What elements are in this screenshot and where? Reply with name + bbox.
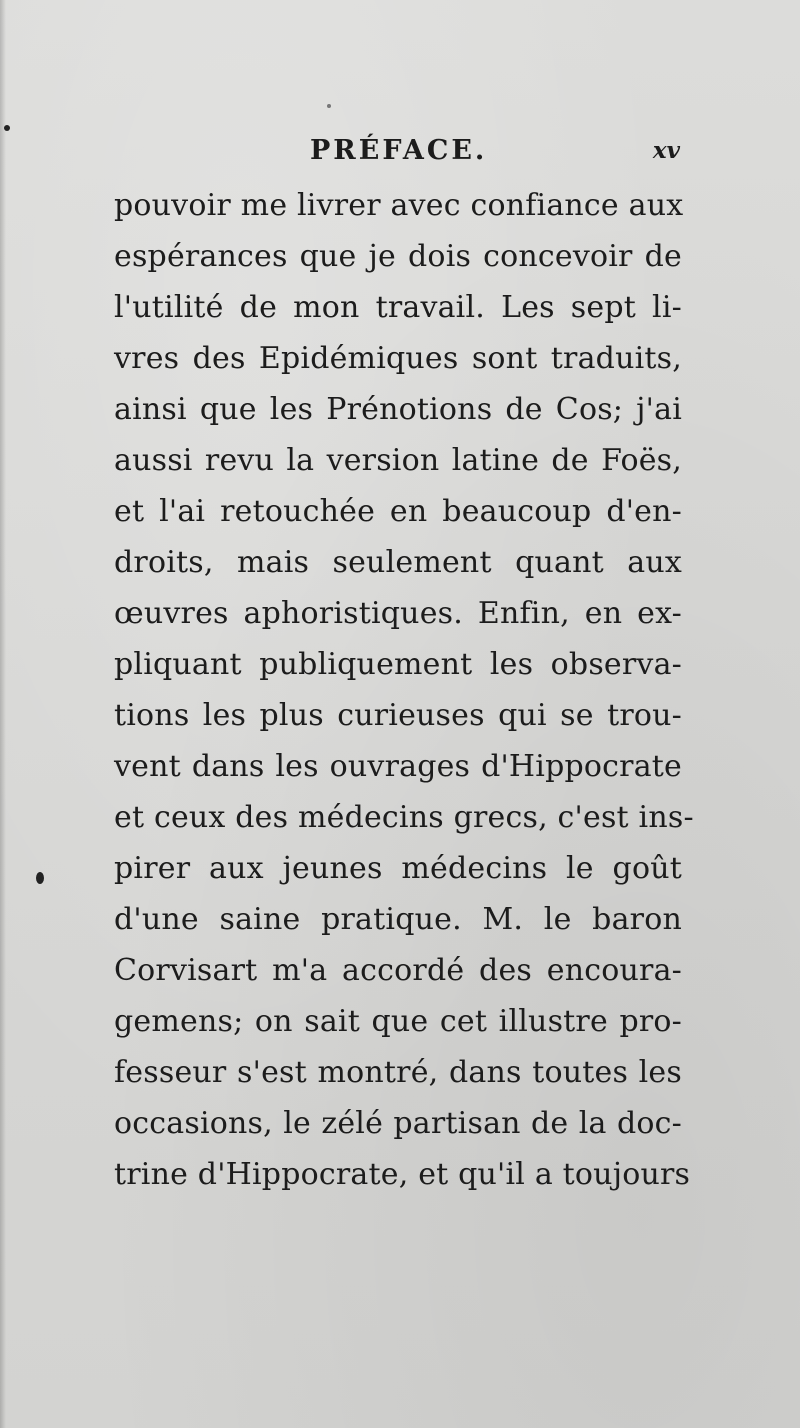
text-line: l'utilité de mon travail. Les sept li- — [114, 290, 682, 325]
body-text — [114, 180, 694, 1200]
text-line: tions les plus curieuses qui se trou- — [114, 698, 682, 733]
text-line: vent dans les ouvrages d'Hippocrate — [114, 749, 682, 784]
text-line: pouvoir me livrer avec confiance aux — [114, 188, 684, 223]
ink-speck — [4, 125, 10, 131]
text-line: aussi revu la version latine de Foës, — [114, 443, 682, 478]
text-line: Corvisart m'a accordé des encoura- — [114, 953, 682, 988]
text-line: vres des Epidémiques sont traduits, — [114, 341, 682, 376]
running-head: PRÉFACE. — [310, 135, 488, 166]
ink-speck — [327, 104, 331, 108]
text-line: et l'ai retouchée en beaucoup d'en- — [114, 494, 682, 529]
text-line: pirer aux jeunes médecins le goût — [114, 851, 682, 886]
text-line: espérances que je dois concevoir de — [114, 239, 682, 274]
text-line: œuvres aphoristiques. Enfin, en ex- — [114, 596, 682, 631]
ink-speck — [36, 872, 44, 884]
text-line: trine d'Hippocrate, et qu'il a toujours — [114, 1157, 691, 1192]
text-line: occasions, le zélé partisan de la doc- — [114, 1106, 682, 1141]
text-line: ainsi que les Prénotions de Cos; j'ai — [114, 392, 682, 427]
text-line: d'une saine pratique. M. le baron — [114, 902, 682, 937]
text-line: pliquant publiquement les observa- — [114, 647, 682, 682]
text-line: fesseur s'est montré, dans toutes les — [114, 1055, 682, 1090]
page-number: xv — [652, 137, 680, 164]
text-line: et ceux des médecins grecs, c'est ins- — [114, 800, 694, 835]
page-header — [114, 135, 682, 175]
text-line: gemens; on sait que cet illustre pro- — [114, 1004, 682, 1039]
text-line: droits, mais seulement quant aux — [114, 545, 682, 580]
